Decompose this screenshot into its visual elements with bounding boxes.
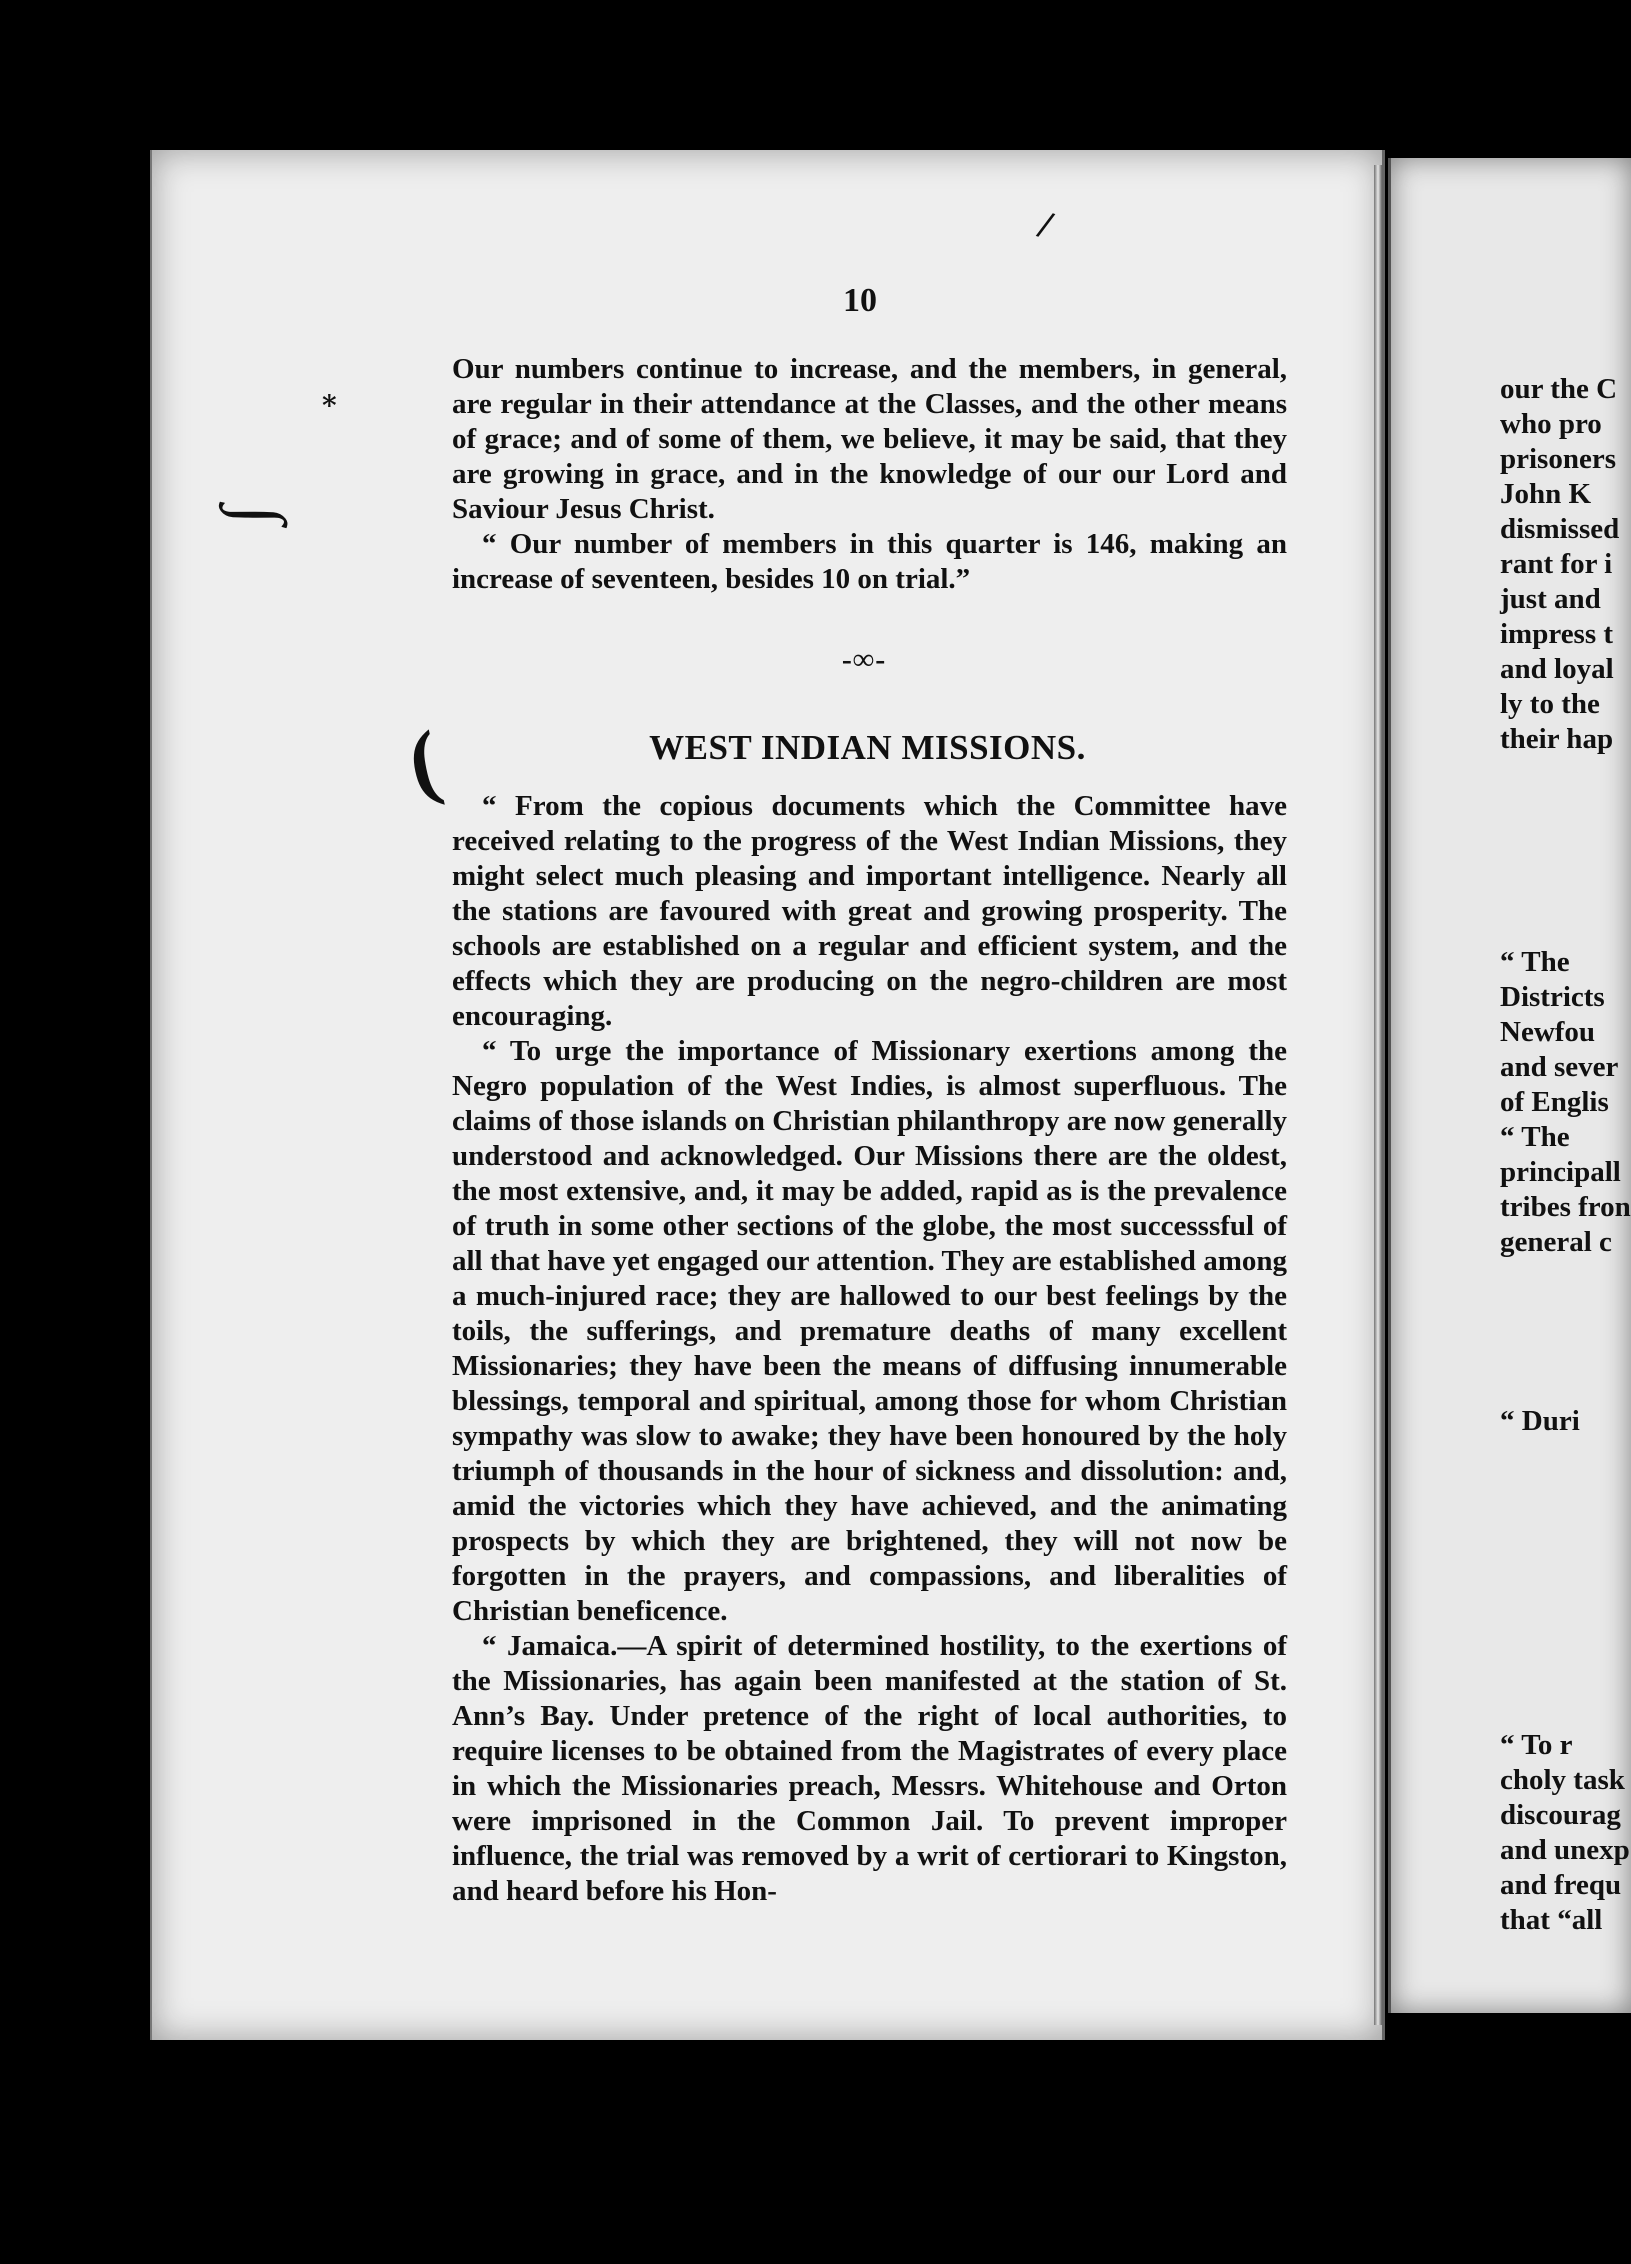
adjacent-line: rant for i: [1500, 548, 1613, 580]
adjacent-line: “ The: [1500, 946, 1570, 978]
adjacent-line: impress t: [1500, 618, 1614, 650]
adjacent-line: “ Duri: [1500, 1405, 1580, 1437]
section-title: WEST INDIAN MISSIONS.: [649, 728, 1086, 767]
adjacent-line: John K: [1500, 478, 1592, 510]
adjacent-line: and loyal: [1500, 653, 1614, 685]
adjacent-page-block-c: [1500, 1404, 1580, 1439]
body-paragraph-2: “ To urge the importance of Missionary exertions among the Negro population of the West Indies, is almost superfluous. The claims of those islands on Christian philanthropy are now generally understood and acknowledged. Our Missions there are the oldest, the most extensive, and, it may be added, rapid as is the prevalence of truth in some other sections of the globe, the most successsful of all that have yet engaged our attention. They are established among a much-injured race; they are hallowed to our best feelings by the toils, the sufferings, and premature deaths of many excellent Missionaries; they have been the means of diffusing innumerable blessings, temporal and spiritual, among those for whom Christian sympathy was slow to awake; they have been honoured by the holy triumph of thousands in the hour of sickness and dissolution: and, amid the victories which they have achieved, and the animating prospects by which they are brightened, they will not now be forgotten in the prayers, and compassions, and liberalities of Christian beneficence.: [452, 1035, 1287, 1627]
adjacent-line: general c: [1500, 1226, 1612, 1258]
adjacent-line: tribes fron: [1500, 1191, 1631, 1223]
adjacent-line: their hap: [1500, 723, 1614, 755]
adjacent-line: ly to the: [1500, 688, 1600, 720]
adjacent-line: and unexp: [1500, 1834, 1630, 1866]
body-paragraph-3: “ Jamaica.—A spirit of determined hostility, to the exertions of the Missionaries, has again been manifested at the station of St. Ann’s Bay. Under pretence of the right of local authorities, to require licenses to be obtained from the Magistrates of every place in which the Missionaries preach, Messrs. Whitehouse and Orton were imprisoned in the Common Jail. To prevent improper influence, the trial was removed by a writ of certiorari to Kingston, and heard before his Hon-: [452, 1630, 1287, 1907]
adjacent-line: dismissed: [1500, 513, 1620, 545]
ink-mark: ⁎: [322, 383, 337, 414]
adjacent-line: and frequ: [1500, 1869, 1622, 1901]
adjacent-page-block-b: [1500, 945, 1631, 1260]
adjacent-line: principall: [1500, 1156, 1621, 1188]
adjacent-page-block-d: [1500, 1728, 1630, 1938]
adjacent-page-block-a: [1500, 372, 1619, 757]
body-paragraph-1: “ From the copious documents which the Committee have received relating to the progress of the West Indian Missions, they might select much pleasing and important intelligence. Nearly all the stations are favoured with great and growing prosperity. The schools are established on a regular and efficient system, and the effects which they are producing on the negro-children are most encouraging.: [452, 790, 1287, 1032]
adjacent-line: of Englis: [1500, 1086, 1609, 1118]
adjacent-line: that “all: [1500, 1904, 1603, 1936]
page-spine: [1374, 165, 1382, 2025]
ink-mark: (: [400, 713, 448, 811]
adjacent-line: and sever: [1500, 1051, 1619, 1083]
adjacent-line: just and: [1500, 583, 1601, 615]
adjacent-line: Newfou: [1500, 1016, 1596, 1048]
adjacent-line: prisoners: [1500, 443, 1616, 475]
adjacent-line: discourag: [1500, 1799, 1621, 1831]
body-text: [452, 789, 1287, 1909]
ink-mark: /: [1033, 201, 1058, 248]
adjacent-line: who pro: [1500, 408, 1602, 440]
adjacent-line: our the C: [1500, 373, 1618, 405]
adjacent-line: choly task: [1500, 1764, 1625, 1796]
intro-paragraph-1: Our numbers continue to increase, and the members, in general, are regular in their attendance at the Classes, and the other means of grace; and of some of them, we believe, it may be said, that they are growing in grace, and in the knowledge of our our Lord and Saviour Jesus Christ.: [452, 353, 1287, 525]
ink-mark: ∫: [221, 505, 299, 525]
adjacent-line: Districts: [1500, 981, 1605, 1013]
adjacent-line: “ The: [1500, 1121, 1570, 1153]
section-ornament: -∞-: [841, 643, 887, 676]
adjacent-line: “ To r: [1500, 1729, 1573, 1761]
page-number: 10: [843, 282, 877, 319]
intro-paragraph-2: “ Our number of members in this quarter is 146, making an increase of seventeen, besides 10 on trial.”: [452, 528, 1287, 595]
intro-text: [452, 352, 1287, 597]
